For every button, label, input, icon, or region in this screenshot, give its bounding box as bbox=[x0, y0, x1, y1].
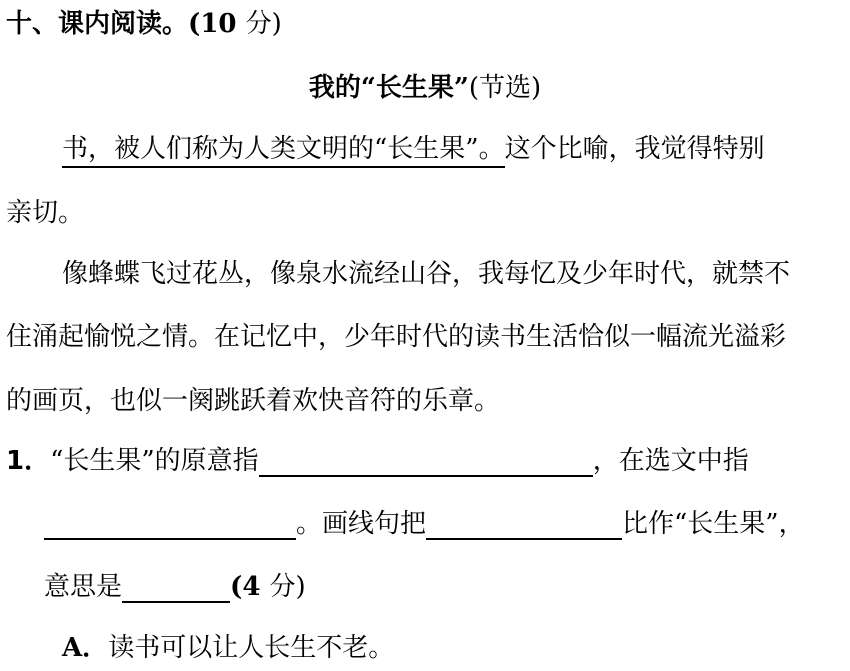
paragraph-1-line-2: 亲切。 bbox=[6, 198, 85, 228]
paragraph-2-line-2: 住涌起愉悦之情。在记忆中，少年时代的读书生活恰似一幅流光溢彩 bbox=[6, 322, 787, 352]
question-1-text-d: 比作“长生果”， bbox=[622, 509, 805, 539]
section-heading-text: 十、课内阅读。 bbox=[6, 9, 189, 39]
underlined-sentence: 书，被人们称为人类文明的“长生果”。 bbox=[62, 134, 505, 168]
paragraph-2-line-3: 的画页，也似一阕跳跃着欢快音符的乐章。 bbox=[6, 386, 501, 416]
question-1-text-c: 。画线句把 bbox=[296, 509, 427, 539]
option-a-label: A． bbox=[62, 633, 109, 663]
passage-title bbox=[0, 72, 850, 104]
option-a[interactable] bbox=[62, 632, 394, 664]
paragraph-1-rest: 这个比喻，我觉得特别 bbox=[504, 134, 765, 164]
question-number: 1． bbox=[6, 446, 51, 476]
paragraph-1-line-1 bbox=[62, 133, 765, 165]
question-1-text-b: ，在选文中指 bbox=[592, 446, 749, 476]
section-score-value: (10 bbox=[188, 9, 237, 39]
answer-blank-compared-thing[interactable] bbox=[426, 512, 622, 540]
question-1-line-2 bbox=[44, 508, 805, 540]
section-score-unit: 分) bbox=[245, 9, 282, 39]
answer-blank-original-meaning[interactable] bbox=[259, 449, 593, 477]
paragraph-2-line-1: 像蜂蝶飞过花丛，像泉水流经山谷，我每忆及少年时代，就禁不 bbox=[62, 259, 791, 289]
question-1-score-unit: 分) bbox=[269, 572, 306, 602]
answer-blank-choice[interactable] bbox=[122, 575, 230, 603]
question-1-score-value: (4 bbox=[230, 572, 261, 602]
question-1-text-a: “长生果”的原意指 bbox=[50, 446, 259, 476]
question-1-line-3 bbox=[44, 571, 306, 603]
option-a-text: 读书可以让人长生不老。 bbox=[108, 633, 395, 663]
question-1-score bbox=[230, 572, 306, 602]
question-1-text-e: 意思是 bbox=[44, 572, 123, 602]
question-1-line-1 bbox=[6, 445, 749, 477]
passage-title-text: 我的“长生果” bbox=[308, 73, 469, 103]
passage-title-note: (节选) bbox=[468, 73, 542, 103]
section-score bbox=[188, 9, 282, 39]
answer-blank-meaning-in-text[interactable] bbox=[44, 512, 296, 540]
section-heading bbox=[6, 8, 282, 40]
